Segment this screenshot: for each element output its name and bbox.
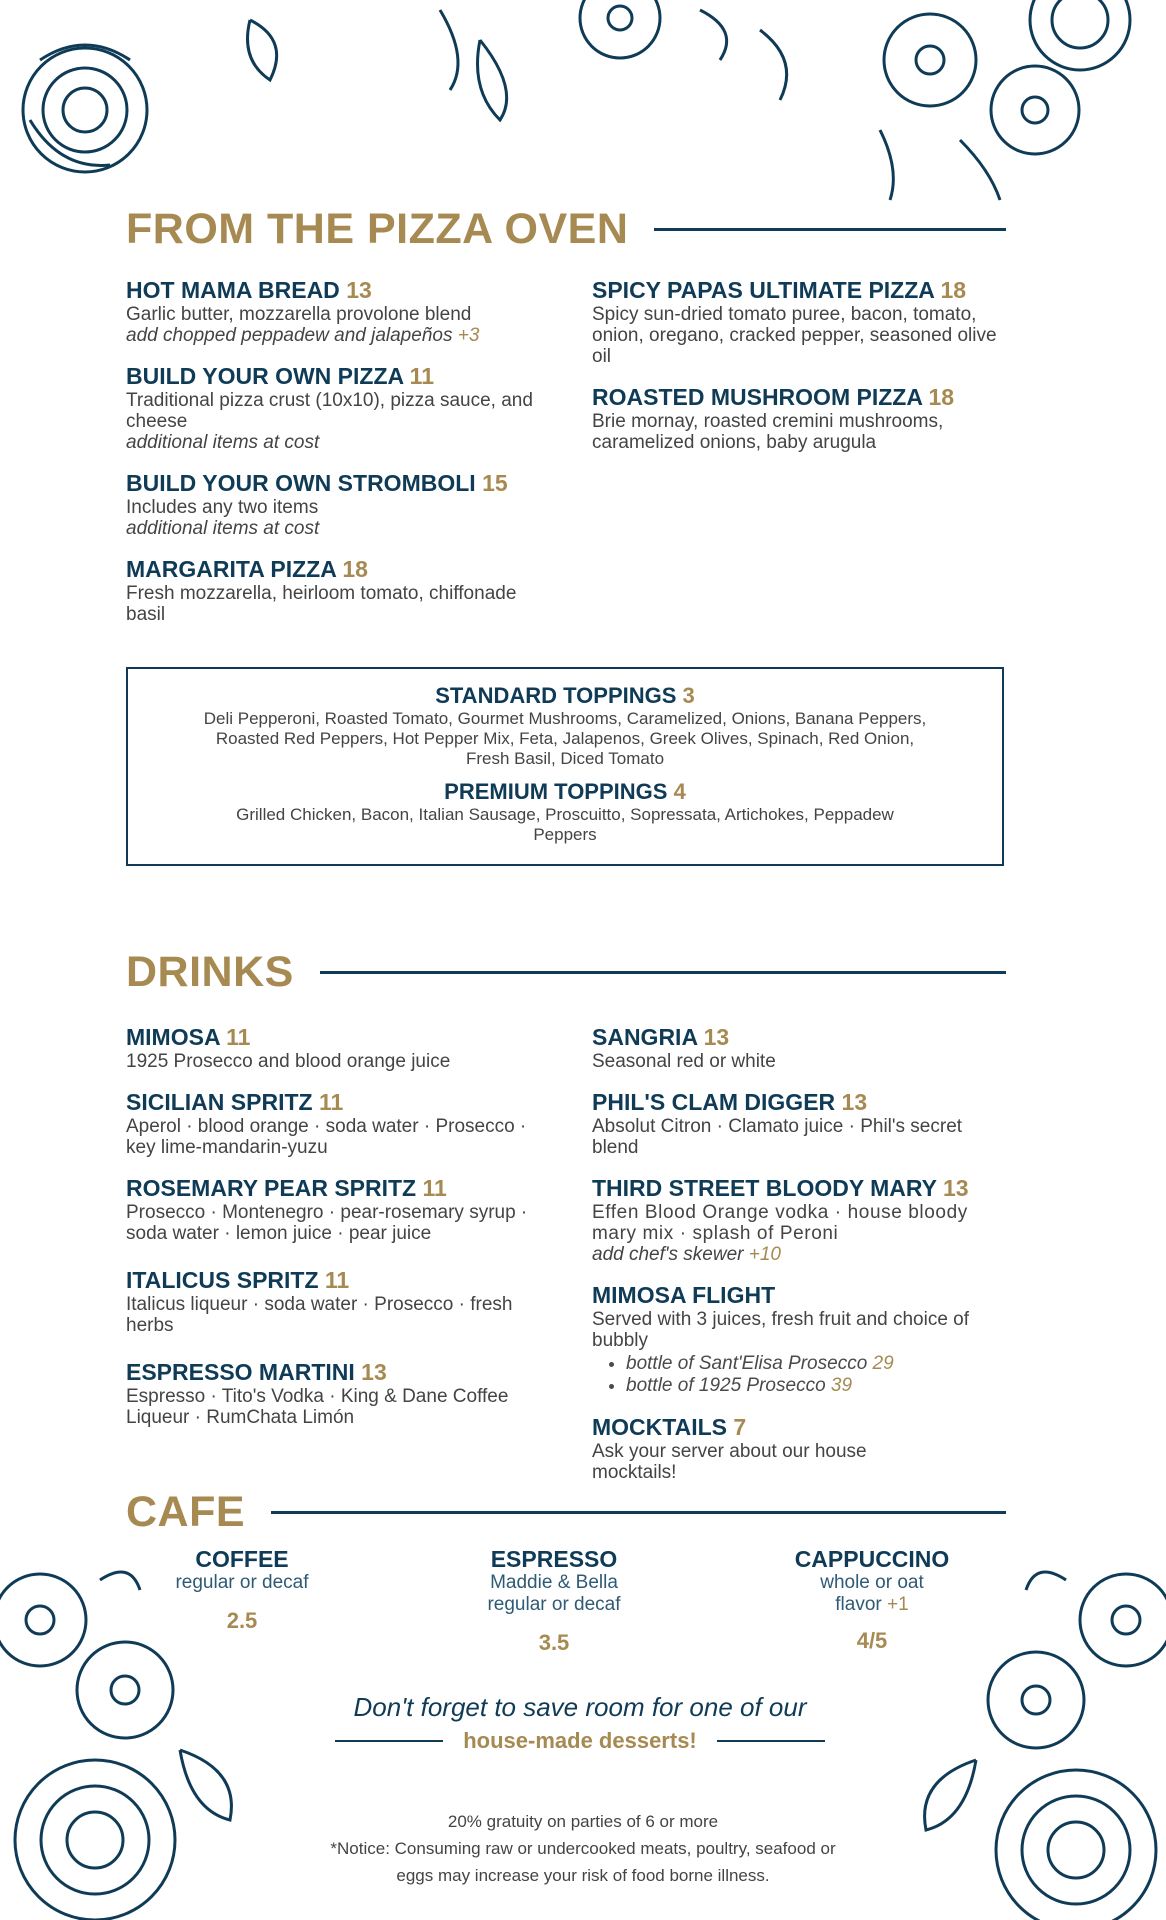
item-price: 13 (841, 1089, 868, 1115)
item-description: Brie mornay, roasted cremini mushrooms, caramelized onions, baby arugula (592, 411, 944, 453)
item-description: Ask your server about our house mocktails! (592, 1441, 867, 1483)
option-price: 39 (830, 1375, 853, 1396)
item-description: Includes any two items (126, 497, 319, 518)
standard-toppings-title: STANDARD TOPPINGS (435, 683, 677, 708)
cafe-item-option: whole or oat (820, 1572, 924, 1593)
item-price: 11 (422, 1175, 447, 1201)
item-description: Served with 3 juices, fresh fruit and choice of bubbly (592, 1309, 970, 1351)
drinks-section-title: DRINKS (126, 948, 294, 996)
drink-item-third-street-bloody-mary (592, 1174, 1002, 1265)
drink-item-mimosa (126, 1023, 531, 1072)
cafe-item-cappuccino (742, 1546, 1002, 1654)
option-text: bottle of Sant'Elisa Prosecco (626, 1353, 868, 1374)
cafe-section-title: CAFE (126, 1488, 246, 1536)
food-safety-notice-line2: eggs may increase your risk of food borne illness. (396, 1866, 770, 1885)
cafe-item-option: regular or decaf (487, 1594, 621, 1615)
item-name: MIMOSA (126, 1024, 220, 1050)
pizza-section-header (126, 205, 1006, 254)
item-price: 18 (928, 384, 955, 410)
drink-item-mimosa-flight (592, 1281, 1002, 1397)
item-name: MOCKTAILS (592, 1414, 728, 1440)
item-description: Traditional pizza crust (10x10), pizza sauce, and cheese (126, 390, 533, 432)
toppings-box (126, 667, 1004, 866)
menu-item-build-your-own-stromboli (126, 469, 556, 539)
menu-item-margarita-pizza (126, 555, 556, 625)
drink-item-sangria (592, 1023, 1002, 1072)
drinks-section-header (126, 948, 1006, 997)
item-name: ESPRESSO MARTINI (126, 1359, 355, 1385)
pizza-section-title: FROM THE PIZZA OVEN (126, 205, 629, 253)
item-price: 7 (733, 1414, 747, 1440)
cafe-section-header (126, 1488, 1006, 1537)
standard-toppings-price: 3 (682, 683, 695, 708)
item-name: HOT MAMA BREAD (126, 277, 340, 303)
cafe-item-option: regular or decaf (175, 1572, 309, 1593)
cafe-item-name: ESPRESSO (490, 1546, 618, 1572)
cafe-item-flavor: flavor (835, 1594, 882, 1615)
cafe-item-name: COFFEE (195, 1546, 289, 1572)
menu-item-roasted-mushroom-pizza (592, 383, 1012, 453)
premium-toppings-title: PREMIUM TOPPINGS (444, 779, 668, 804)
item-price: 11 (409, 363, 434, 389)
item-description: Prosecco · Montenegro · pear-rosemary syrup · soda water · lemon juice · pear juice (126, 1202, 528, 1244)
option-bullet (626, 1375, 1002, 1397)
cafe-item-brand: Maddie & Bella (490, 1572, 618, 1593)
cafe-item-price: 4/5 (856, 1628, 888, 1653)
footer-notice (240, 1808, 926, 1889)
item-description: Seasonal red or white (592, 1051, 776, 1072)
dessert-note-line2: house-made desserts! (463, 1728, 697, 1753)
cafe-item-price: 3.5 (538, 1630, 570, 1655)
item-description: Italicus liqueur · soda water · Prosecco · fresh herbs (126, 1294, 513, 1336)
option-bullet (626, 1353, 1002, 1375)
drink-item-espresso-martini (126, 1358, 531, 1428)
item-note: additional items at cost (126, 432, 320, 453)
drink-item-rosemary-pear-spritz (126, 1174, 531, 1244)
item-name: MARGARITA PIZZA (126, 556, 336, 582)
item-addon-price: +10 (748, 1244, 781, 1265)
item-note: additional items at cost (126, 518, 320, 539)
item-note: add chopped peppadew and jalapeños (126, 325, 453, 346)
item-name: SICILIAN SPRITZ (126, 1089, 313, 1115)
item-name: ROASTED MUSHROOM PIZZA (592, 384, 923, 410)
menu-item-build-your-own-pizza (126, 362, 556, 453)
item-price: 11 (226, 1024, 251, 1050)
dessert-note (300, 1690, 860, 1754)
item-name: BUILD YOUR OWN STROMBOLI (126, 470, 476, 496)
item-price: 13 (346, 277, 372, 303)
food-safety-notice-line1: *Notice: Consuming raw or undercooked meats, poultry, seafood or (330, 1839, 836, 1858)
cafe-item-espresso (424, 1546, 684, 1656)
floral-top-decoration (0, 0, 1166, 230)
drink-item-italicus-spritz (126, 1266, 531, 1336)
item-description: 1925 Prosecco and blood orange juice (126, 1051, 451, 1072)
item-description: Espresso · Tito's Vodka · King & Dane Coffee Liqueur · RumChata Limón (126, 1386, 509, 1428)
mimosa-flight-options (592, 1353, 1002, 1397)
cafe-item-coffee (112, 1546, 372, 1634)
item-note: add chef's skewer (592, 1244, 744, 1265)
pizza-right-column (592, 276, 1012, 469)
menu-item-spicy-papas-ultimate-pizza (592, 276, 1012, 367)
menu-item-hot-mama-bread (126, 276, 556, 346)
item-price: 15 (482, 470, 508, 496)
dessert-right-rule (717, 1740, 825, 1742)
item-description: Garlic butter, mozzarella provolone blend (126, 304, 472, 325)
premium-toppings-price: 4 (673, 779, 686, 804)
item-description: Spicy sun-dried tomato puree, bacon, tomato, onion, oregano, cracked pepper, seasoned olive oil (592, 304, 997, 367)
drink-item-mocktails (592, 1413, 1002, 1483)
item-description: Fresh mozzarella, heirloom tomato, chiffonade basil (126, 583, 517, 625)
dessert-note-line1: Don't forget to save room for one of our (353, 1692, 807, 1722)
item-description: Effen Blood Orange vodka · house bloody mary mix · splash of Peroni (592, 1202, 968, 1244)
item-name: PHIL'S CLAM DIGGER (592, 1089, 836, 1115)
drinks-section-rule (320, 971, 1006, 974)
item-price: 13 (943, 1175, 969, 1201)
item-description: Aperol · blood orange · soda water · Prosecco · key lime-mandarin-yuzu (126, 1116, 527, 1158)
cafe-section-rule (271, 1511, 1006, 1514)
item-name: THIRD STREET BLOODY MARY (592, 1175, 937, 1201)
pizza-section-rule (654, 228, 1006, 231)
item-price: 11 (324, 1267, 350, 1293)
item-price: 13 (703, 1024, 730, 1050)
item-name: ITALICUS SPRITZ (126, 1267, 319, 1293)
standard-toppings-list: Deli Pepperoni, Roasted Tomato, Gourmet Mushrooms, Caramelized, Onions, Banana Peppers, Roasted Red Peppers, Hot Pepper Mix, Feta, Jalapenos, Greek Olives, Spinach, Red Onion, Fresh Basil, Diced Tomato (203, 709, 927, 768)
option-price: 29 (872, 1353, 894, 1374)
dessert-left-rule (335, 1740, 443, 1742)
option-text: bottle of 1925 Prosecco (626, 1375, 826, 1396)
item-name: SANGRIA (592, 1024, 698, 1050)
cafe-item-price: 2.5 (226, 1608, 258, 1633)
item-name: SPICY PAPAS ULTIMATE PIZZA (592, 277, 935, 303)
cafe-item-addon-price: +1 (887, 1594, 909, 1615)
item-description: Absolut Citron · Clamato juice · Phil's secret blend (592, 1116, 963, 1158)
drink-item-sicilian-spritz (126, 1088, 531, 1158)
drink-item-phils-clam-digger (592, 1088, 1002, 1158)
drinks-left-column (126, 1023, 531, 1444)
pizza-left-column (126, 276, 556, 641)
cafe-item-name: CAPPUCCINO (794, 1546, 950, 1572)
item-price: 11 (318, 1089, 344, 1115)
drinks-right-column (592, 1023, 1002, 1499)
item-price: 18 (940, 277, 967, 303)
item-name: ROSEMARY PEAR SPRITZ (126, 1175, 417, 1201)
item-name: BUILD YOUR OWN PIZZA (126, 363, 404, 389)
item-price: 18 (342, 556, 368, 582)
gratuity-note: 20% gratuity on parties of 6 or more (447, 1812, 719, 1831)
premium-toppings-list: Grilled Chicken, Bacon, Italian Sausage, Proscuitto, Sopressata, Artichokes, Peppadew Peppers (236, 805, 894, 844)
item-addon-price: +3 (457, 325, 480, 346)
item-name: MIMOSA FLIGHT (592, 1282, 776, 1308)
item-price: 13 (361, 1359, 387, 1385)
